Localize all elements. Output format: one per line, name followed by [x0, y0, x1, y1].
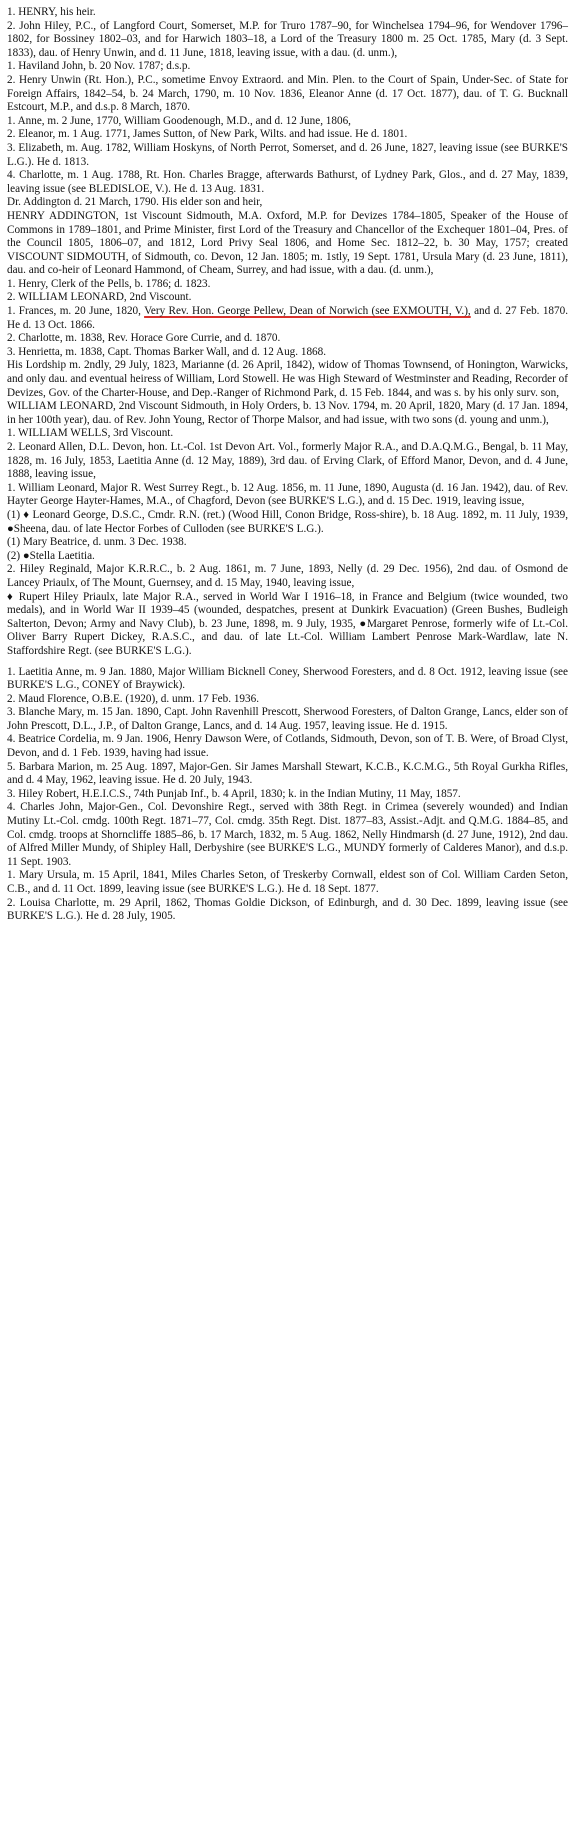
genealogy-entry: 1. Mary Ursula, m. 15 April, 1841, Miles Charles Seton, of Treskerby Cornwall, eldest son of Col. William Carden Seton, C.B., and d. 11 Oct. 1899, leaving issue (see BURKE'S L.G.). He d. 18 Sept. 1877. — [7, 869, 568, 895]
genealogy-entry: (1) Mary Beatrice, d. unm. 3 Dec. 1938. — [7, 536, 187, 549]
genealogy-entry: 3. Elizabeth, m. Aug. 1782, William Hoskyns, of North Perrot, Somerset, and d. 26 June, 1827, leaving issue (see BURKE'S L.G.). He d. 1813. — [7, 141, 568, 168]
genealogy-entry: His Lordship m. 2ndly, 29 July, 1823, Marianne (d. 26 April, 1842), widow of Thomas Townsend, of Honington, Warwicks, and only dau. and eventual heiress of William, Lord Stowell. He was High Steward of Westminster and Reading, Recorder of Devizes, Gov. of the Charter-House, and Dep.-Ranger of Richmond Park, d. 15 Feb. 1844, and was s. by his only surv. son, — [7, 359, 568, 399]
genealogy-entry: 2. Hiley Reginald, Major K.R.R.C., b. 2 Aug. 1861, m. 7 June, 1893, Nelly (d. 29 Dec. 1956), 2nd dau. of Osmond de Lancey Priaulx, of The Mount, Guernsey, and d. 15 May, 1940, leaving issue, — [7, 563, 568, 589]
genealogy-entry: 1. Anne, m. 2 June, 1770, William Goodenough, M.D., and d. 12 June, 1806, — [7, 114, 351, 127]
genealogy-entry: 3. Henrietta, m. 1838, Capt. Thomas Barker Wall, and d. 12 Aug. 1868. — [7, 345, 327, 358]
genealogy-entry: 2. Louisa Charlotte, m. 29 April, 1862, Thomas Goldie Dickson, of Edinburgh, and d. 30 Dec. 1899, leaving issue (see BURKE'S L.G.). He d. 28 July, 1905. — [7, 896, 568, 923]
genealogy-entry: 1. HENRY, his heir. — [7, 6, 96, 18]
genealogy-entry: 4. Charles John, Major-Gen., Col. Devonshire Regt., served with 38th Regt. in Crimea (severely wounded) and Indian Mutiny Lt.-Col. cmdg. 100th Regt. 1871–77, Col. cmdg. 35th Regt. Dist. 1877–83, Assist.-Adjt. and Q.M.G. 1884–85, and Col. cmdg. troops at Shorncliffe 1885–86, b. 17 March, 1832, m. 5 Aug. 1862, Nelly Hindmarsh (d. 27 June, 1912), 2nd dau. of Alfred Miller Mundy, of Shipley Hall, Derbyshire (see BURKE'S L.G., MUNDY formerly of Calderes Manor), and d.s.p. 11 Sept. 1903. — [7, 801, 568, 868]
genealogy-entry: 4. Charlotte, m. 1 Aug. 1788, Rt. Hon. Charles Bragge, afterwards Bathurst, of Lydney Park, Glos., and d. 27 May, 1839, leaving issue (see BLEDISLOE, V.). He d. 13 Aug. 1831. — [7, 169, 568, 195]
red-underlined-text: Very Rev. Hon. George Pellew, Dean of Norwich (see EXMOUTH, V.), — [144, 305, 471, 318]
genealogy-entry: 1. William Leonard, Major R. West Surrey Regt., b. 12 Aug. 1856, m. 11 June, 1890, Augusta (d. 16 Jan. 1942), dau. of Rev. Hayter George Hayter-Hames, M.A., of Chagford, Devon (see BURKE'S L.G.), and d. 15 Dec. 1919, leaving issue, — [7, 481, 568, 508]
genealogy-entry: 2. Charlotte, m. 1838, Rev. Horace Gore Currie, and d. 1870. — [7, 332, 281, 345]
genealogy-entry: 2. Eleanor, m. 1 Aug. 1771, James Sutton, of New Park, Wilts. and had issue. He d. 1801. — [7, 128, 408, 141]
entry-text: 1. Frances, m. 20 June, 1820, — [7, 305, 145, 318]
genealogy-entry: 5. Barbara Marion, m. 25 Aug. 1897, Major-Gen. Sir James Marshall Stewart, K.C.B., K.C.M.G., 5th Royal Gurkha Rifles, and d. 4 May, 1962, leaving issue. He d. 20 July, 1943. — [7, 760, 568, 787]
genealogy-entry: 2. WILLIAM LEONARD, 2nd Viscount. — [7, 291, 192, 304]
genealogy-entry: 3. Hiley Robert, H.E.I.C.S., 74th Punjab Inf., b. 4 April, 1830; k. in the Indian Mutiny, 11 May, 1857. — [7, 787, 461, 800]
genealogy-entry: (1) ♦ Leonard George, D.S.C., Cmdr. R.N. (ret.) (Wood Hill, Conon Bridge, Ross-shire), b. 18 Aug. 1892, m. 11 July, 1939, ●Sheena, dau. of late Hector Forbes of Culloden (see BURKE'S L.G.). — [7, 508, 568, 535]
genealogy-entry: HENRY ADDINGTON, 1st Viscount Sidmouth, M.A. Oxford, M.P. for Devizes 1784–1805, Speaker of the House of Commons in 1789–1801, and Prime Minister, first Lord of the Treasury and Chancellor of the Exchequer 1801–04, Pres. of the Council 1805, 1806–07, and 1812, Lord Privy Seal 1806, and Home Sec. 1812–22, b. 30 May, 1757; created VISCOUNT SIDMOUTH, of Sidmouth, co. Devon, 12 Jan. 1805; m. 1stly, 19 Sept. 1781, Ursula Mary (d. 23 June, 1811), dau. and co-heir of Leonard Hammond, of Cheam, Surrey, and had issue, with a dau. (d. unm.), — [7, 209, 568, 277]
genealogy-entry: WILLIAM LEONARD, 2nd Viscount Sidmouth, in Holy Orders, b. 13 Nov. 1794, m. 20 April, 1820, Mary (d. 17 Jan. 1894, in her 100th year), dau. of Rev. John Young, Rector of Thorpe Malsor, and had issue, with two sons (d. young and unm.), — [7, 400, 568, 426]
genealogy-entry: 3. Blanche Mary, m. 15 Jan. 1890, Capt. John Ravenhill Prescott, Sherwood Foresters, of Dalton Grange, Lancs, elder son of John Prescott, D.L., J.P., of Dalton Grange, Lancs, and d. 14 Aug. 1957, leaving issue. He d. 1915. — [7, 706, 568, 732]
genealogy-entry: 2. Leonard Allen, D.L. Devon, hon. Lt.-Col. 1st Devon Art. Vol., formerly Major R.A., and D.A.Q.M.G., Bengal, b. 11 May, 1828, m. 16 July, 1853, Laetitia Anne (d. 12 May, 1889), 3rd dau. of Erving Clark, of Efford Manor, Devon, and d. 4 June, 1888, leaving issue, — [7, 441, 568, 481]
genealogy-entry: (2) ●Stella Laetitia. — [7, 549, 95, 562]
entry-text: and d. 27 Feb. 1870. He d. 13 Oct. 1866. — [7, 305, 568, 331]
genealogy-entry: 4. Beatrice Cordelia, m. 9 Jan. 1906, Henry Dawson Were, of Cotlands, Sidmouth, Devon, son of T. B. Were, of Broad Clyst, Devon, and d. 1 Feb. 1939, having had issue. — [7, 733, 568, 760]
genealogy-entry: 2. Henry Unwin (Rt. Hon.), P.C., sometime Envoy Extraord. and Min. Plen. to the Court of Spain, Under-Sec. of State for Foreign Affairs, 1842–54, b. 24 March, 1790, m. 10 Nov. 1836, Eleanor Anne (d. 17 Oct. 1877), dau. of T. G. Bucknall Estcourt, M.P., and d.s.p. 8 March, 1870. — [7, 73, 568, 114]
genealogy-entry — [7, 305, 568, 332]
genealogy-entry: 2. John Hiley, P.C., of Langford Court, Somerset, M.P. for Truro 1787–90, for Winchelsea 1794–96, for Wendover 1796–1802, for Bossiney 1802–03, and for Harwich 1803–18, a Lord of the Treasury 1800 m. 25 Oct. 1785, Mary (d. 3 Sept. 1833), dau. of Henry Unwin, and d. 11 June, 1818, leaving issue, with a dau. (d. unm.), — [7, 19, 568, 59]
genealogy-entry: 1. Haviland John, b. 20 Nov. 1787; d.s.p. — [7, 60, 191, 73]
genealogy-entry: 2. Maud Florence, O.B.E. (1920), d. unm. 17 Feb. 1936. — [7, 692, 260, 705]
genealogy-entry: 1. WILLIAM WELLS, 3rd Viscount. — [7, 427, 174, 440]
genealogy-entry: 1. Laetitia Anne, m. 9 Jan. 1880, Major William Bicknell Coney, Sherwood Foresters, and d. 8 Oct. 1912, leaving issue (see BURKE'S L.G., CONEY of Braywick). — [7, 665, 568, 692]
genealogy-entry: 1. Henry, Clerk of the Pells, b. 1786; d. 1823. — [7, 277, 211, 290]
genealogy-entry: ♦ Rupert Hiley Priaulx, late Major R.A., served in World War I 1916–18, in France and Belgium (twice wounded, two medals), and in World War II 1939–45 (wounded, despatches, present at Dunkirk Evacuation) (Green Bushes, Budleigh Salterton, Devon; Army and Navy Club), b. 23 June, 1898, m. 9 July, 1935, ●Margaret Penrose, formerly wife of Lt.-Col. Oliver Barry Rupert Dickey, R.A.S.C., and dau. of late Lt.-Col. William Lambert Penrose Mark-Wardlaw, late N. Staffordshire Regt. (see BURKE'S L.G.). — [7, 590, 568, 657]
genealogy-entry: Dr. Addington d. 21 March, 1790. His elder son and heir, — [7, 196, 263, 209]
